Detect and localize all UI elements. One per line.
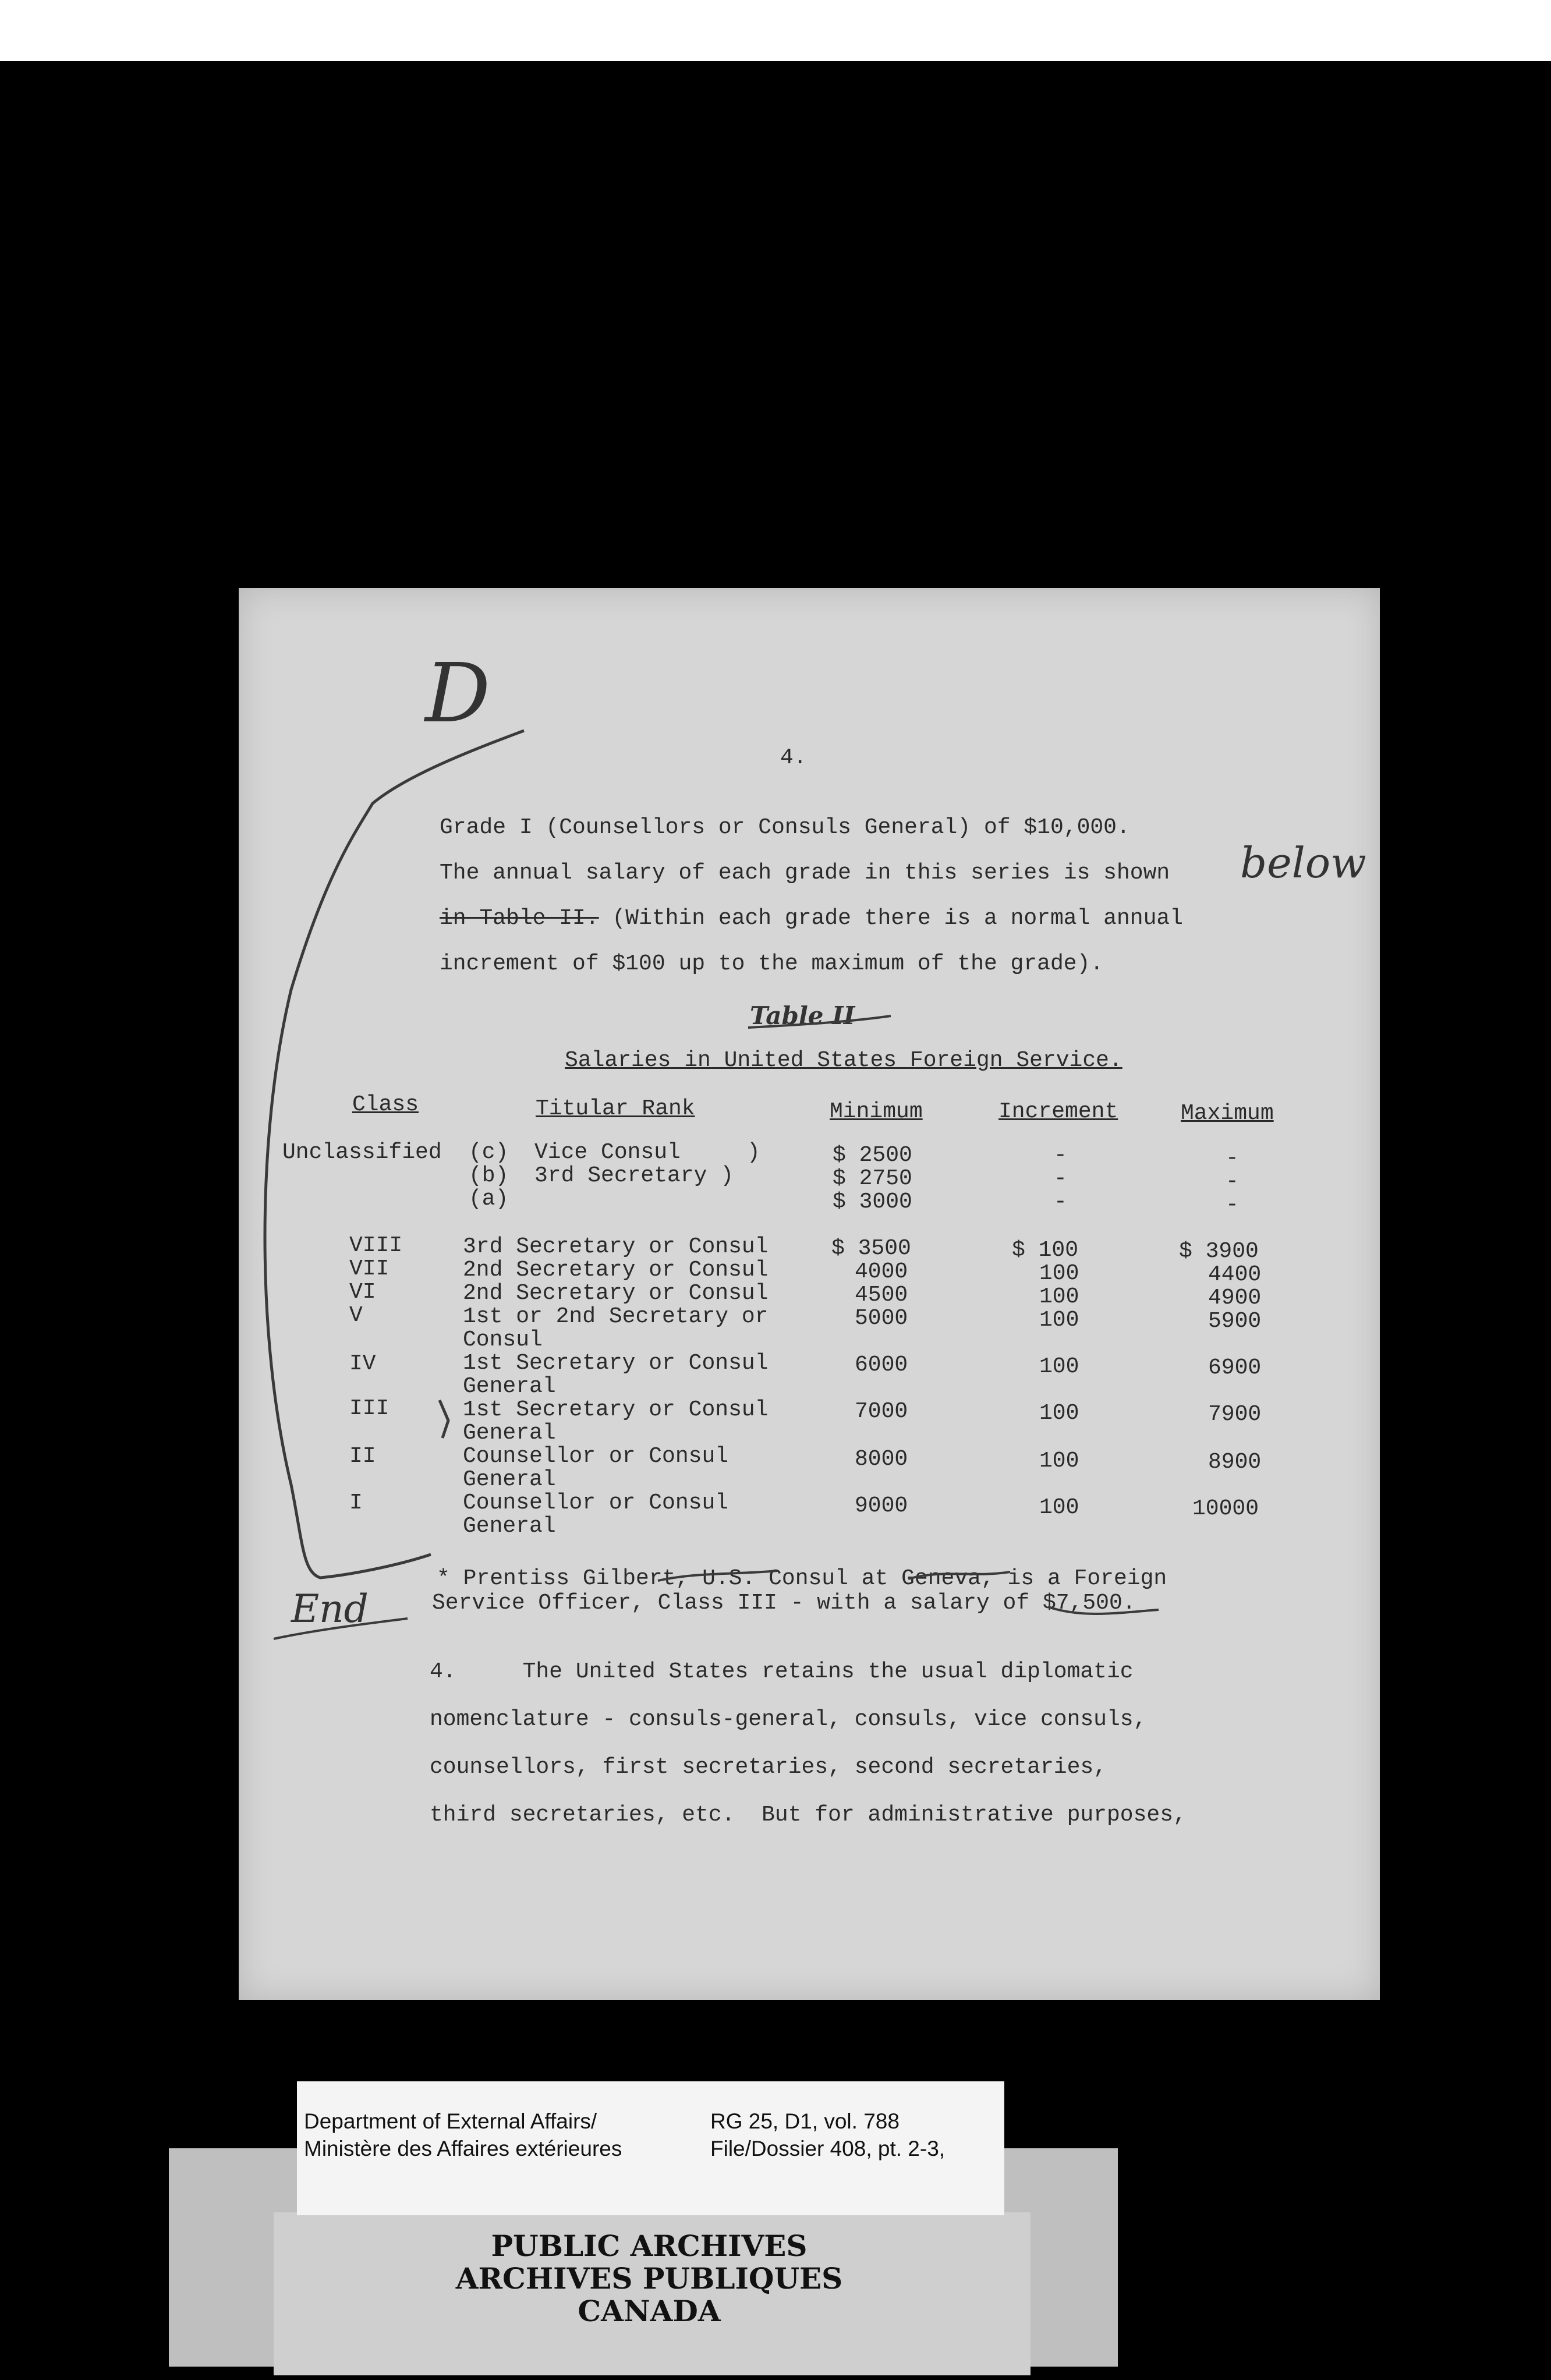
row-maximum: 7900 bbox=[1208, 1402, 1262, 1427]
row-rank: 1st or 2nd Secretary or Consul bbox=[463, 1304, 769, 1352]
intro-line-3: in Table II. (Within each grade there is a normal annual bbox=[440, 906, 1184, 931]
unclassified-sub-b: (b) bbox=[469, 1163, 509, 1188]
header-class: Class bbox=[352, 1092, 419, 1117]
row-class: I bbox=[349, 1490, 363, 1515]
archives-stamp: PUBLIC ARCHIVES ARCHIVES PUBLIQUES CANADA bbox=[455, 2229, 843, 2328]
struck-text: in Table II. bbox=[440, 906, 599, 931]
row-maximum: $ 3900 bbox=[1179, 1239, 1259, 1264]
unclassified-min-a: $ 3000 bbox=[833, 1189, 912, 1214]
row-class: V bbox=[349, 1303, 363, 1328]
footnote-line-1: * Prentiss Gilbert, U.S. Consul at Geneva, is a Foreign bbox=[437, 1566, 1167, 1591]
row-maximum: 8900 bbox=[1208, 1450, 1262, 1475]
row-increment: 100 bbox=[1039, 1284, 1079, 1309]
header-rank: Titular Rank bbox=[536, 1096, 695, 1121]
label-ref-1: RG 25, D1, vol. 788 bbox=[710, 2109, 900, 2133]
arrow-mark bbox=[440, 1400, 448, 1438]
intro-line-4: increment of $100 up to the maximum of the grade). bbox=[440, 951, 1104, 976]
row-rank: 1st Secretary or Consul General bbox=[463, 1351, 769, 1399]
row-minimum: 6000 bbox=[855, 1352, 908, 1377]
handwritten-table-mark: Table II bbox=[750, 1001, 855, 1030]
row-increment: 100 bbox=[1039, 1401, 1079, 1426]
intro-line-1: Grade I (Counsellors or Consuls General) of $10,000. bbox=[440, 815, 1130, 840]
row-minimum: 7000 bbox=[855, 1399, 908, 1424]
footnote-line-2: Service Officer, Class III - with a salary of $7,500. bbox=[432, 1591, 1136, 1616]
archive-label bbox=[297, 2081, 1004, 2215]
row-maximum: 5900 bbox=[1208, 1309, 1262, 1334]
header-maximum: Maximum bbox=[1181, 1101, 1274, 1126]
row-increment: $ 100 bbox=[1012, 1238, 1079, 1263]
end-underline bbox=[274, 1618, 408, 1639]
unclassified-rank-1: Vice Consul ) bbox=[534, 1140, 760, 1165]
strike-line bbox=[658, 1571, 777, 1581]
row-increment: 100 bbox=[1039, 1308, 1079, 1333]
row-class: II bbox=[349, 1444, 376, 1469]
row-class: IV bbox=[349, 1351, 376, 1376]
para4-line-2: nomenclature - consuls-general, consuls, vice consuls, bbox=[430, 1707, 1147, 1732]
row-minimum: 9000 bbox=[855, 1493, 908, 1518]
header-minimum: Minimum bbox=[830, 1099, 923, 1124]
row-rank: Counsellor or Consul General bbox=[463, 1490, 729, 1539]
row-minimum: 4000 bbox=[855, 1259, 908, 1284]
row-maximum: 4900 bbox=[1208, 1285, 1262, 1311]
page-number: 4. bbox=[780, 745, 807, 770]
row-rank: 3rd Secretary or Consul bbox=[463, 1234, 769, 1259]
handwritten-below: below bbox=[1240, 838, 1366, 887]
row-minimum: $ 3500 bbox=[831, 1236, 911, 1261]
table-mark-underline bbox=[748, 1016, 891, 1028]
row-rank: Counsellor or Consul General bbox=[463, 1444, 729, 1492]
row-rank: 2nd Secretary or Consul bbox=[463, 1258, 769, 1283]
para4-line-4: third secretaries, etc. But for administrative purposes, bbox=[430, 1802, 1187, 1828]
row-class: III bbox=[349, 1396, 389, 1421]
table-title: Salaries in United States Foreign Service. bbox=[565, 1048, 1122, 1073]
unclassified-min-c: $ 2500 bbox=[833, 1143, 912, 1168]
unclassified-inc-b: - bbox=[1054, 1166, 1067, 1191]
unclassified-inc-c: - bbox=[1054, 1143, 1067, 1168]
unclassified-inc-a: - bbox=[1054, 1189, 1067, 1214]
header-increment: Increment bbox=[998, 1099, 1118, 1124]
label-dept-fr: Ministère des Affaires extérieures bbox=[304, 2137, 622, 2161]
row-increment: 100 bbox=[1039, 1354, 1079, 1379]
handwritten-letter-d: D bbox=[425, 646, 491, 741]
label-dept-en: Department of External Affairs/ bbox=[304, 2109, 597, 2133]
handwritten-bracket-line bbox=[265, 731, 524, 1578]
handwritten-end: End bbox=[291, 1586, 369, 1631]
unclassified-max-c: - bbox=[1226, 1146, 1239, 1171]
para4-line-1: 4. The United States retains the usual diplomatic bbox=[430, 1659, 1134, 1684]
strike-line bbox=[908, 1572, 1010, 1579]
unclassified-sub-c: (c) bbox=[469, 1140, 509, 1165]
strike-line bbox=[1048, 1607, 1159, 1614]
row-class: VII bbox=[349, 1256, 389, 1281]
row-class: VI bbox=[349, 1280, 376, 1305]
row-rank: 2nd Secretary or Consul bbox=[463, 1281, 769, 1306]
label-ref-2: File/Dossier 408, pt. 2-3, bbox=[710, 2137, 946, 2161]
row-minimum: 5000 bbox=[855, 1306, 908, 1331]
para4-line-3: counsellors, first secretaries, second secretaries, bbox=[430, 1755, 1107, 1780]
row-minimum: 4500 bbox=[855, 1283, 908, 1308]
unclassified-rank-2: 3rd Secretary ) bbox=[534, 1163, 734, 1188]
row-class: VIII bbox=[349, 1233, 403, 1258]
row-maximum: 4400 bbox=[1208, 1262, 1262, 1287]
row-maximum: 10000 bbox=[1192, 1496, 1259, 1521]
unclassified-sub-a: (a) bbox=[469, 1187, 509, 1212]
unclassified-min-b: $ 2750 bbox=[833, 1166, 912, 1191]
unclassified-class: Unclassified bbox=[282, 1140, 442, 1165]
row-increment: 100 bbox=[1039, 1261, 1079, 1286]
unclassified-max-a: - bbox=[1226, 1192, 1239, 1217]
row-maximum: 6900 bbox=[1208, 1355, 1262, 1380]
row-rank: 1st Secretary or Consul General bbox=[463, 1397, 769, 1446]
row-minimum: 8000 bbox=[855, 1447, 908, 1472]
row-increment: 100 bbox=[1039, 1448, 1079, 1474]
intro-line-2: The annual salary of each grade in this series is shown bbox=[440, 860, 1170, 886]
unclassified-max-b: - bbox=[1226, 1169, 1239, 1194]
row-increment: 100 bbox=[1039, 1495, 1079, 1520]
